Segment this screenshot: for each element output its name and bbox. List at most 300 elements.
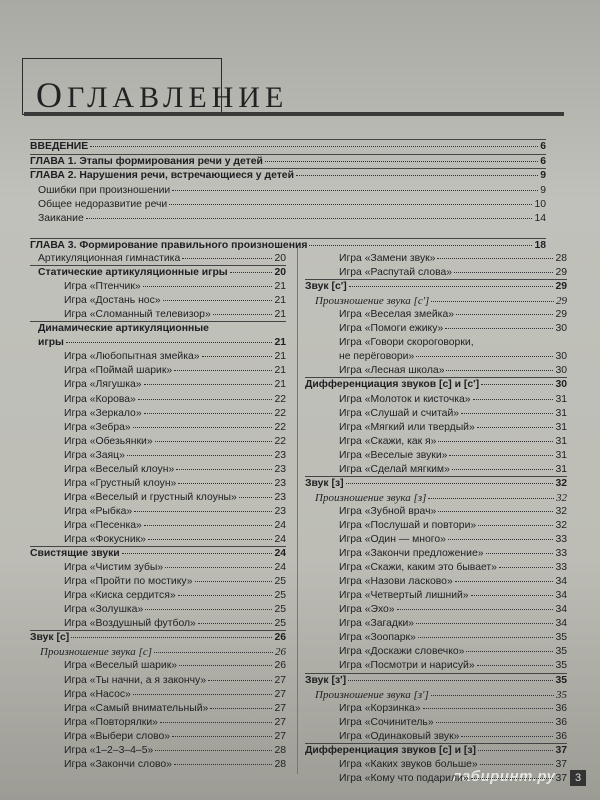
toc-entry-title: Игра «Одинаковый звук»	[339, 731, 460, 742]
toc-entry-title: Игра «Помоги ежику»	[339, 323, 444, 334]
toc-page-number: 36	[555, 703, 567, 714]
dot-leader	[309, 244, 532, 246]
toc-page-number: 28	[274, 745, 286, 756]
toc-entry-title: Игра «Фокусник»	[64, 534, 146, 545]
toc-entry-title: Игра «Насос»	[64, 689, 131, 700]
toc-page-number: 34	[555, 576, 567, 587]
toc-page-number: 30	[555, 379, 567, 390]
toc-entry-title: Игра «Веселый и грустный клоуны»	[64, 492, 237, 503]
toc-entry-title: Динамические артикуляционные	[38, 323, 209, 334]
dot-leader	[437, 257, 553, 259]
toc-page-number: 31	[555, 464, 567, 475]
toc-entry-title: Статические артикуляционные игры	[38, 267, 228, 278]
toc-entry[interactable]	[38, 337, 286, 349]
toc-entry[interactable]	[64, 703, 286, 715]
toc-page-number: 31	[555, 450, 567, 461]
toc-entry[interactable]	[64, 576, 286, 588]
section-rule	[30, 238, 546, 239]
toc-entry[interactable]	[64, 436, 286, 448]
toc-entry-title: Игра «Веселый клоун»	[64, 464, 175, 475]
toc-entry-title: не перёговори»	[339, 351, 415, 362]
toc-entry-title: Игра «Песенка»	[64, 520, 142, 531]
toc-page-number: 26	[274, 632, 286, 643]
dot-leader	[172, 735, 272, 737]
dot-leader	[178, 482, 272, 484]
toc-entry-title: Произношение звука [з']	[315, 689, 429, 701]
dot-leader	[431, 694, 554, 696]
dot-leader	[480, 763, 554, 765]
toc-page-number: 37	[555, 773, 567, 784]
toc-entry[interactable]	[339, 731, 567, 743]
toc-entry-title: Игра «Самый внимательный»	[64, 703, 209, 714]
toc-entry[interactable]	[40, 646, 286, 658]
toc-entry[interactable]	[339, 773, 567, 785]
toc-page-number: 31	[555, 394, 567, 405]
toc-entry[interactable]	[339, 703, 567, 715]
toc-page-number: 6	[540, 141, 546, 152]
toc-page-number: 23	[274, 464, 286, 475]
toc-entry[interactable]	[64, 506, 286, 518]
toc-entry-title: Игра «Лягушка»	[64, 379, 142, 390]
toc-entry[interactable]	[315, 689, 567, 701]
dot-leader	[208, 679, 272, 681]
toc-page-number: 21	[274, 295, 286, 306]
dot-leader	[471, 594, 554, 596]
dot-leader	[179, 664, 272, 666]
toc-entry[interactable]	[339, 450, 567, 462]
toc-entry-title: Артикуляционная гимнастика	[38, 253, 181, 264]
section-rule	[30, 546, 286, 547]
toc-page-number: 27	[274, 717, 286, 728]
dot-leader	[71, 636, 272, 638]
toc-entry[interactable]	[339, 323, 567, 335]
toc-entry-title: Игра «Кому что подарили»	[339, 773, 469, 784]
dot-leader	[195, 580, 273, 582]
toc-entry-title: Игра «Закончи слово»	[64, 759, 172, 770]
dot-leader	[176, 468, 272, 470]
dot-leader	[461, 735, 553, 737]
toc-entry-title: Игра «Сломанный телевизор»	[64, 309, 211, 320]
toc-entry-title: Игра «Четвертый лишний»	[339, 590, 469, 601]
dot-leader	[397, 608, 554, 610]
toc-page-number: 30	[555, 323, 567, 334]
toc-page-number: 21	[274, 309, 286, 320]
toc-entry-title: Игра «Пройти по мостику»	[64, 576, 193, 587]
toc-page-number: 27	[274, 703, 286, 714]
page-number: 3	[570, 770, 586, 786]
toc-page-number: 9	[540, 185, 546, 196]
toc-page-number: 25	[274, 590, 286, 601]
toc-entry-title: Игра «Ты начни, а я закончу»	[64, 675, 207, 686]
dot-leader	[431, 300, 554, 302]
toc-entry[interactable]	[64, 379, 286, 391]
toc-entry-title: Игра «Грустный клоун»	[64, 478, 177, 489]
toc-entry[interactable]	[64, 422, 286, 434]
toc-entry-title: ГЛАВА 1. Этапы формирования речи у детей	[30, 156, 263, 167]
toc-page-number: 23	[274, 478, 286, 489]
toc-page-number: 32	[555, 478, 567, 489]
toc-entry[interactable]	[64, 520, 286, 532]
toc-page-number: 22	[274, 422, 286, 433]
toc-page-number: 29	[555, 267, 567, 278]
column-divider	[297, 246, 298, 774]
dot-leader	[265, 160, 538, 162]
toc-page-number: 21	[274, 351, 286, 362]
toc-entry[interactable]	[30, 240, 546, 252]
toc-entry-title: Игра «Веселая змейка»	[339, 309, 454, 320]
toc-page-number: 31	[555, 408, 567, 419]
toc-entry[interactable]	[339, 422, 567, 434]
toc-entry[interactable]	[339, 394, 567, 406]
toc-entry[interactable]	[64, 408, 286, 420]
toc-entry[interactable]	[339, 337, 567, 349]
toc-entry-title: Игра «Говори скороговорки,	[339, 337, 474, 348]
toc-entry-title: ГЛАВА 3. Формирование правильного произношения	[30, 240, 308, 251]
toc-entry[interactable]	[64, 759, 286, 771]
dot-leader	[178, 594, 273, 596]
toc-page-number: 24	[274, 520, 286, 531]
toc-entry[interactable]	[38, 323, 286, 335]
toc-entry[interactable]	[339, 464, 567, 476]
toc-entry[interactable]	[64, 365, 286, 377]
toc-page-number: 35	[555, 632, 567, 643]
toc-entry-title: Игра «Киска сердится»	[64, 590, 176, 601]
toc-entry-title: Игра «Эхо»	[339, 604, 395, 615]
toc-entry[interactable]	[305, 745, 567, 757]
toc-entry[interactable]	[38, 213, 546, 225]
toc-entry[interactable]	[64, 394, 286, 406]
toc-page-number: 27	[274, 689, 286, 700]
toc-entry[interactable]	[305, 675, 567, 687]
toc-entry-title: Игра «Корзинка»	[339, 703, 421, 714]
toc-entry-title: Дифференциация звуков [с] и [з]	[305, 745, 476, 756]
toc-entry[interactable]	[339, 365, 567, 377]
toc-entry[interactable]	[339, 717, 567, 729]
toc-entry-title: Игра «Замени звук»	[339, 253, 436, 264]
toc-entry[interactable]	[64, 464, 286, 476]
dot-leader	[296, 174, 538, 176]
toc-page-number: 30	[555, 365, 567, 376]
toc-entry[interactable]	[339, 548, 567, 560]
toc-entry-title: Игра «Любопытная змейка»	[64, 351, 200, 362]
toc-entry-title: Дифференциация звуков [с] и [с']	[305, 379, 480, 390]
toc-entry-title: Игра «Распутай слова»	[339, 267, 453, 278]
toc-page-number: 31	[555, 436, 567, 447]
dot-leader	[133, 693, 273, 695]
toc-entry-title: Игра «1–2–3–4–5»	[64, 745, 154, 756]
toc-page-number: 25	[274, 618, 286, 629]
toc-entry-title: игры	[38, 337, 64, 348]
toc-entry-title: Звук [с']	[305, 281, 347, 292]
toc-page-number: 21	[274, 337, 286, 348]
toc-entry[interactable]	[339, 351, 567, 363]
toc-entry[interactable]	[339, 660, 567, 672]
toc-entry[interactable]	[64, 717, 286, 729]
toc-page-number: 32	[556, 492, 567, 504]
dot-leader	[454, 271, 553, 273]
toc-page-number: 23	[274, 450, 286, 461]
toc-entry-title: Игра «Зеркало»	[64, 408, 142, 419]
toc-page-number: 10	[534, 199, 546, 210]
toc-entry[interactable]	[339, 520, 567, 532]
toc-entry[interactable]	[38, 267, 286, 279]
toc-entry[interactable]	[339, 267, 567, 279]
toc-page-number: 26	[274, 660, 286, 671]
toc-entry-title: Игра «Птенчик»	[64, 281, 141, 292]
toc-page-number: 24	[274, 534, 286, 545]
section-rule	[305, 377, 567, 378]
toc-entry[interactable]	[339, 309, 567, 321]
dot-leader	[449, 454, 553, 456]
section-rule	[30, 139, 546, 140]
toc-entry-title: Произношение звука [с]	[40, 646, 152, 658]
toc-page-number: 23	[274, 506, 286, 517]
toc-entry[interactable]	[38, 185, 546, 197]
dot-leader	[452, 468, 554, 470]
dot-leader	[448, 538, 554, 540]
dot-leader	[428, 497, 554, 499]
section-rule	[30, 630, 286, 631]
toc-page-number: 23	[274, 492, 286, 503]
toc-page-number: 34	[555, 618, 567, 629]
dot-leader	[66, 341, 273, 343]
dot-leader	[456, 313, 553, 315]
toc-entry[interactable]	[38, 199, 546, 211]
toc-entry[interactable]	[339, 759, 567, 771]
toc-entry[interactable]	[315, 295, 567, 307]
toc-page-number: 28	[555, 253, 567, 264]
toc-entry[interactable]	[339, 408, 567, 420]
dot-leader	[144, 524, 273, 526]
toc-page-number: 37	[555, 759, 567, 770]
toc-entry[interactable]	[64, 590, 286, 602]
toc-page-number: 37	[555, 745, 567, 756]
toc-page-number: 25	[274, 576, 286, 587]
toc-page-number: 32	[555, 506, 567, 517]
dot-leader	[239, 496, 273, 498]
toc-entry-title: Игра «Скажи, каким это бывает»	[339, 562, 497, 573]
dot-leader	[349, 285, 554, 287]
dot-leader	[423, 707, 554, 709]
toc-entry-title: Звук [з]	[305, 478, 344, 489]
toc-entry-title: ГЛАВА 2. Нарушения речи, встречающиеся у детей	[30, 170, 294, 181]
dot-leader	[148, 538, 272, 540]
toc-page-number: 31	[555, 422, 567, 433]
dot-leader	[445, 327, 553, 329]
toc-entry-title: Игра «Корова»	[64, 394, 136, 405]
toc-entry-title: Игра «Веселые звуки»	[339, 450, 448, 461]
toc-entry[interactable]	[339, 646, 567, 658]
toc-page-number: 35	[555, 675, 567, 686]
section-rule	[305, 476, 567, 477]
toc-entry[interactable]	[64, 731, 286, 743]
dot-leader	[416, 622, 553, 624]
dot-leader	[473, 398, 554, 400]
toc-entry[interactable]	[339, 632, 567, 644]
toc-entry[interactable]	[64, 745, 286, 757]
toc-entry-title: Игра «Доскажи словечко»	[339, 646, 465, 657]
toc-entry-title: Игра «Достань нос»	[64, 295, 161, 306]
dot-leader	[154, 651, 273, 653]
toc-entry[interactable]	[339, 253, 567, 265]
toc-entry[interactable]	[339, 576, 567, 588]
toc-entry-title: Игра «Послушай и повтори»	[339, 520, 477, 531]
toc-entry-title: Игра «Загадки»	[339, 618, 415, 629]
toc-entry-title: Звук [з']	[305, 675, 347, 686]
toc-page-number: 35	[555, 660, 567, 671]
toc-entry-title: Игра «Рыбка»	[64, 506, 133, 517]
toc-page-number: 35	[555, 646, 567, 657]
toc-page-number: 14	[534, 213, 546, 224]
toc-entry[interactable]	[315, 492, 567, 504]
dot-leader	[416, 355, 553, 357]
dot-leader	[471, 777, 554, 779]
dot-leader	[477, 664, 554, 666]
dot-leader	[169, 203, 532, 205]
toc-entry[interactable]	[339, 562, 567, 574]
toc-page-number: 20	[274, 253, 286, 264]
toc-page-number: 21	[274, 365, 286, 376]
toc-entry[interactable]	[64, 295, 286, 307]
dot-leader	[155, 440, 273, 442]
toc-entry[interactable]	[64, 689, 286, 701]
toc-entry[interactable]	[339, 590, 567, 602]
toc-entry[interactable]	[305, 478, 567, 490]
page-title: ОГЛАВЛЕНИЕ	[36, 75, 289, 115]
dot-leader	[346, 482, 554, 484]
toc-entry[interactable]	[64, 660, 286, 672]
dot-leader	[160, 721, 273, 723]
toc-page-number: 22	[274, 394, 286, 405]
toc-entry[interactable]	[339, 436, 567, 448]
dot-leader	[122, 552, 273, 554]
toc-entry-title: Игра «Обезьянки»	[64, 436, 153, 447]
toc-page-number: 33	[555, 562, 567, 573]
toc-entry[interactable]	[30, 141, 546, 153]
toc-entry[interactable]	[339, 534, 567, 546]
toc-entry[interactable]	[30, 170, 546, 182]
toc-entry[interactable]	[64, 351, 286, 363]
section-rule	[305, 279, 567, 280]
dot-leader	[418, 636, 554, 638]
toc-entry[interactable]	[64, 281, 286, 293]
toc-entry-title: Игра «Повторялки»	[64, 717, 158, 728]
toc-entry-title: Игра «Сделай мягким»	[339, 464, 450, 475]
toc-page-number: 33	[555, 548, 567, 559]
toc-page-number: 27	[274, 731, 286, 742]
toc-entry[interactable]	[38, 253, 286, 265]
toc-entry[interactable]	[64, 618, 286, 630]
toc-entry-title: Заикание	[38, 213, 84, 224]
section-rule	[30, 321, 286, 322]
toc-page-number: 33	[555, 534, 567, 545]
dot-leader	[461, 412, 553, 414]
dot-leader	[133, 426, 273, 428]
toc-entry-title: Игра «Зоопарк»	[339, 632, 416, 643]
section-rule	[305, 673, 567, 674]
toc-entry-title: Игра «Молоток и кисточка»	[339, 394, 471, 405]
dot-leader	[198, 622, 273, 624]
dot-leader	[210, 707, 272, 709]
dot-leader	[172, 189, 538, 191]
toc-entry[interactable]	[305, 281, 567, 293]
dot-leader	[138, 398, 273, 400]
toc-page-number: 29	[555, 309, 567, 320]
section-rule	[30, 168, 546, 169]
toc-entry[interactable]	[64, 492, 286, 504]
toc-page-number: 20	[274, 267, 286, 278]
toc-entry-title: Игра «Мягкий или твердый»	[339, 422, 475, 433]
toc-page-number: 26	[275, 646, 286, 658]
toc-entry[interactable]	[64, 562, 286, 574]
toc-page-number: 34	[555, 590, 567, 601]
toc-page-number: 30	[555, 351, 567, 362]
toc-entry[interactable]	[305, 379, 567, 391]
toc-entry[interactable]	[30, 156, 546, 168]
toc-entry[interactable]	[339, 618, 567, 630]
section-rule	[30, 265, 286, 266]
toc-entry-title: Общее недоразвитие речи	[38, 199, 168, 210]
toc-entry-title: Игра «Чистим зубы»	[64, 562, 164, 573]
dot-leader	[144, 383, 273, 385]
dot-leader	[486, 552, 554, 554]
dot-leader	[438, 510, 553, 512]
toc-entry[interactable]	[339, 604, 567, 616]
dot-leader	[165, 566, 272, 568]
toc-entry-title: Игра «Золушка»	[64, 604, 144, 615]
dot-leader	[86, 217, 533, 219]
toc-entry-title: Игра «Поймай шарик»	[64, 365, 173, 376]
dot-leader	[127, 454, 273, 456]
toc-page-number: 34	[555, 604, 567, 615]
toc-page-number: 35	[556, 689, 567, 701]
toc-entry[interactable]	[64, 604, 286, 616]
dot-leader	[230, 271, 273, 273]
toc-entry-title: Игра «Посмотри и нарисуй»	[339, 660, 475, 671]
toc-entry-title: Игра «Заяц»	[64, 450, 125, 461]
toc-entry[interactable]	[339, 506, 567, 518]
toc-entry-title: ВВЕДЕНИЕ	[30, 141, 89, 152]
dot-leader	[155, 749, 272, 751]
toc-entry-title: Игра «Слушай и считай»	[339, 408, 460, 419]
dot-leader	[202, 355, 273, 357]
toc-page-number: 22	[274, 436, 286, 447]
toc-page-number: 24	[274, 548, 286, 559]
toc-entry[interactable]	[64, 309, 286, 321]
toc-entry-title: Игра «Лесная школа»	[339, 365, 445, 376]
dot-leader	[478, 749, 553, 751]
dot-leader	[144, 412, 273, 414]
toc-entry[interactable]	[64, 478, 286, 490]
dot-leader	[174, 369, 272, 371]
toc-page-number: 28	[274, 759, 286, 770]
toc-entry-title: Ошибки при произношении	[38, 185, 171, 196]
toc-entry-title: Игра «Назови ласково»	[339, 576, 453, 587]
dot-leader	[455, 580, 554, 582]
toc-entry-title: Свистящие звуки	[30, 548, 120, 559]
dot-leader	[213, 313, 273, 315]
toc-page-number: 24	[274, 562, 286, 573]
toc-entry[interactable]	[30, 632, 286, 644]
toc-entry-title: Игра «Сочинитель»	[339, 717, 434, 728]
toc-entry[interactable]	[64, 450, 286, 462]
dot-leader	[90, 145, 538, 147]
toc-entry[interactable]	[64, 675, 286, 687]
toc-entry[interactable]	[64, 534, 286, 546]
toc-page-number: 22	[274, 408, 286, 419]
toc-entry[interactable]	[30, 548, 286, 560]
toc-page-number: 27	[274, 675, 286, 686]
